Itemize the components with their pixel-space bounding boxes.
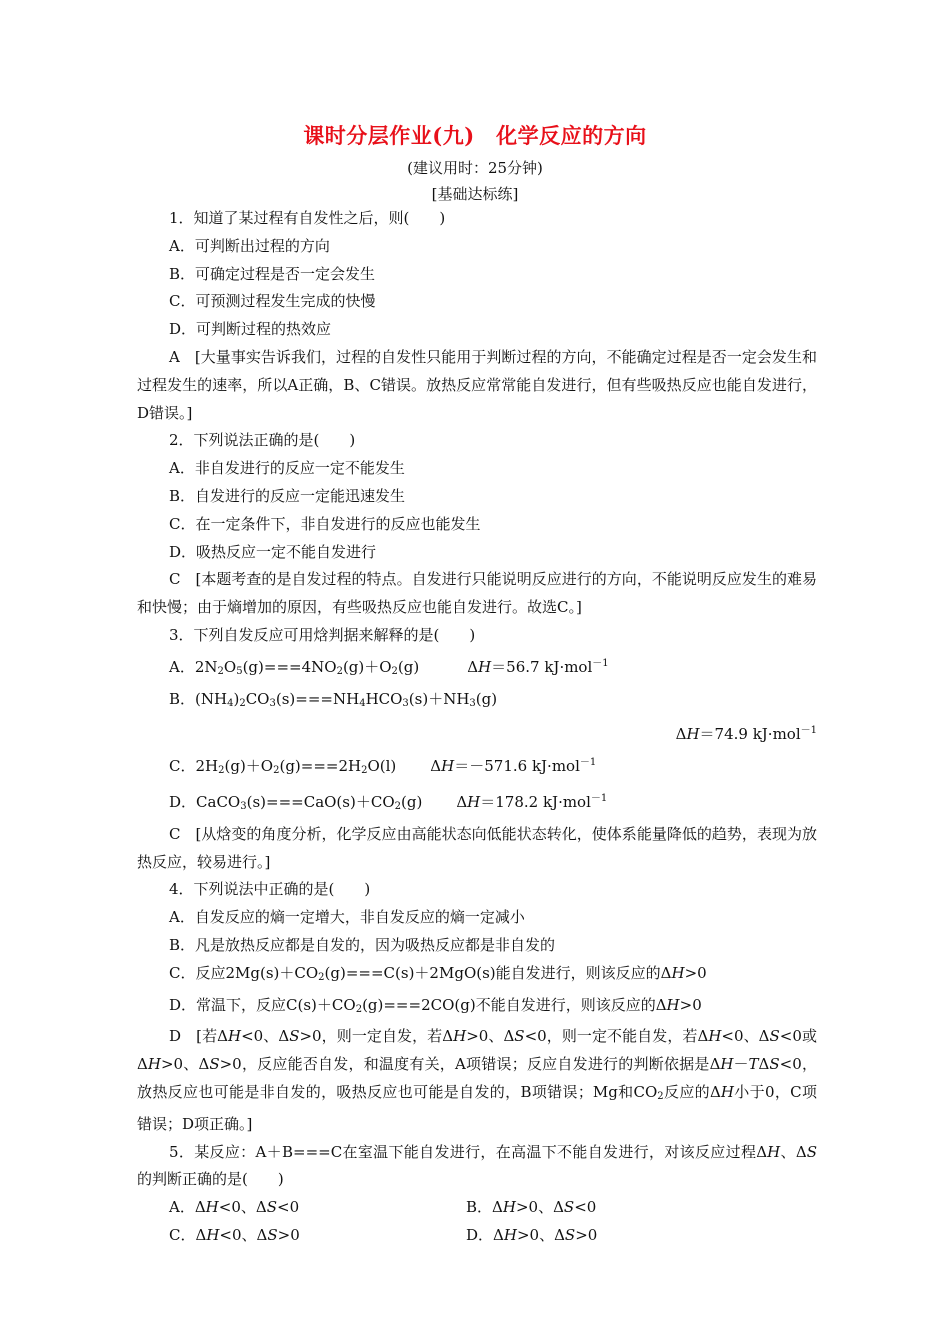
question-2-option-a: A．非自发进行的反应一定不能发生 — [169, 459, 405, 478]
question-body — [137, 205, 817, 1250]
question-3-answer: C [从焓变的角度分析，化学反应由高能状态向低能状态转化，使体系能量降低的趋势，表现为放热反应，较易进行。] — [137, 824, 817, 871]
question-5-option-b: B．ΔH>0、ΔS<0 — [466, 1198, 597, 1217]
question-1-option-a: A．可判断出过程的方向 — [169, 236, 330, 255]
question-5-stem: 5．某反应：A＋B===C在室温下能自发进行，在高温下不能自发进行，对该反应过程ΔH、ΔS的判断正确的是( ) — [137, 1142, 817, 1189]
page-title: 课时分层作业(九) 化学反应的方向 — [303, 123, 647, 148]
section-heading: [基础达标练] — [431, 185, 519, 203]
suggested-time: (建议用时：25分钟) — [407, 159, 543, 177]
question-2-stem: 2．下列说法正确的是( ) — [169, 431, 356, 450]
question-4-option-d: D．常温下，反应$C(s)+CO_2(g)===2CO(g)$不能自发进行，则该反应的ΔH>0 — [169, 995, 702, 1015]
question-3-option-c: C．$2H_2(g)+O_2(g)===2H_2O(l)$ ΔH＝－571.6 kJ·mol$^{-1}$ — [169, 757, 597, 777]
question-4-option-c: C．反应$2Mg(s)+CO_2(g)===C(s)+2MgO(s)$能自发进行，则该反应的ΔH>0 — [169, 963, 707, 983]
question-2-answer: C [本题考查的是自发过程的特点。自发进行只能说明反应进行的方向，不能说明反应发生的难易和快慢；由于熵增加的原因，有些吸热反应也能自发进行。故选C。] — [137, 570, 817, 617]
question-3-option-d: D．$CaCO_3(s)===CaO(s)+CO_2(g)$ ΔH＝178.2 kJ·mol$^{-1}$ — [169, 792, 608, 812]
question-5-option-c: C．ΔH<0、ΔS>0 — [169, 1225, 300, 1244]
question-3-stem: 3．下列自发反应可用焓判据来解释的是( ) — [169, 625, 476, 644]
question-1-option-b: B．可确定过程是否一定会发生 — [169, 264, 376, 283]
question-4-answer: D [若ΔH<0、ΔS>0，则一定自发，若ΔH>0、ΔS<0，则一定不能自发，若ΔH<0、ΔS<0或ΔH>0、ΔS>0，反应能否自发，和温度有关，A项错误；反应自发进行的判断依据是ΔH－TΔS<0，放热反应也可能是非自发的，吸热反应也可能是自发的，B项错误；Mg和$CO_2$反应的ΔH小于0，C项错误；D项正确。] — [137, 1027, 817, 1133]
question-3-option-a: A．$2N_2O_5(g)===4NO_2(g)+O_2(g)$ ΔH＝56.7 kJ·mol$^{-1}$ — [169, 657, 609, 677]
question-1-answer: A [大量事实告诉我们，过程的自发性只能用于判断过程的方向，不能确定过程是否一定会发生和过程发生的速率，所以A正确，B、C错误。放热反应常常能自发进行，但有些吸热反应也能自发进行，D错误。] — [137, 347, 817, 422]
question-5-option-d: D．ΔH>0、ΔS>0 — [466, 1225, 598, 1244]
question-1-stem: 1．知道了某过程有自发性之后，则( ) — [169, 209, 446, 227]
question-2-option-c: C．在一定条件下，非自发进行的反应也能发生 — [169, 514, 481, 533]
question-1-option-c: C．可预测过程发生完成的快慢 — [169, 292, 376, 311]
question-4-option-a: A．自发反应的熵一定增大，非自发反应的熵一定减小 — [169, 908, 525, 927]
question-2-option-d: D．吸热反应一定不能自发进行 — [169, 542, 377, 561]
question-4-stem: 4．下列说法中正确的是( ) — [169, 880, 371, 899]
question-3-option-b-enthalpy: ΔH＝74.9 kJ·mol$^{-1}$ — [675, 725, 817, 744]
question-1-option-d: D．可判断过程的热效应 — [169, 320, 332, 339]
question-5-options-row-1 — [137, 1194, 817, 1222]
question-2-option-b: B．自发进行的反应一定能迅速发生 — [169, 486, 406, 505]
question-3-option-b: B．$(NH_4)_2CO_3(s)===NH_4HCO_3(s)+NH_3(g)$ — [169, 689, 498, 709]
question-4-option-b: B．凡是放热反应都是自发的，因为吸热反应都是非自发的 — [169, 935, 556, 954]
question-5-option-a: A．ΔH<0、ΔS<0 — [169, 1198, 300, 1217]
question-5-options-row-2 — [137, 1222, 817, 1250]
